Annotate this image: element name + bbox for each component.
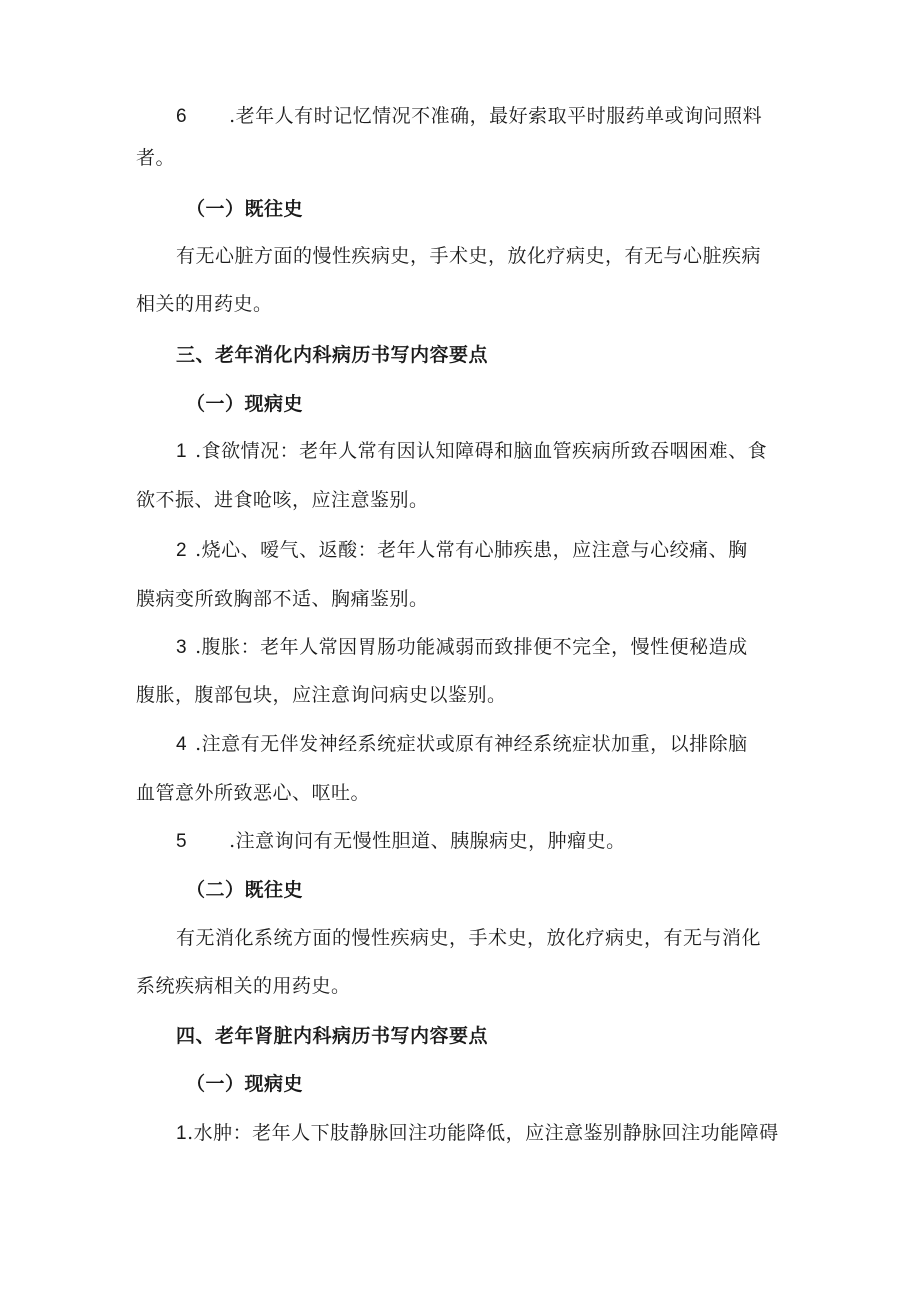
list-item-line-2: 膜病变所致胸部不适、胸痛鉴别。 [136,588,429,610]
item-number: 6 [176,106,188,127]
item-number: 1 [176,441,188,462]
subheading-past-history: （一）既往史 [186,198,304,220]
list-item-line-1 [176,1121,779,1146]
item-text: .注意有无伴发神经系统症状或原有神经系统症状加重，以排除脑 [195,733,748,755]
list-item-line-2: 血管意外所致恶心、呕吐。 [136,782,371,804]
list-item-line-1 [176,732,748,757]
item-number: 2 [176,540,188,561]
subheading-present-history: （一）现病史 [186,1073,304,1095]
paragraph-line: 系统疾病相关的用药史。 [136,975,351,997]
paragraph-line: 有无消化系统方面的慢性疾病史，手术史，放化疗病史，有无与消化 [176,927,762,949]
item-number: 5 [176,831,188,852]
item-number: 4 [176,734,188,755]
item-text: .注意询问有无慢性胆道、胰腺病史，肿瘤史。 [229,830,626,852]
item-6-line-2: 者。 [136,147,176,169]
subheading-past-history: （二）既往史 [186,879,304,901]
item-number: 1 [176,1123,188,1144]
paragraph-line: 有无心脏方面的慢性疾病史，手术史，放化疗病史，有无与心脏疾病 [176,245,762,267]
item-text: .水肿：老年人下肢静脉回注功能降低，应注意鉴别静脉回注功能障碍 [187,1122,779,1144]
list-item-line-2: 欲不振、进食呛咳，应注意鉴别。 [136,489,429,511]
paragraph-line: 相关的用药史。 [136,293,273,315]
section-title: 四、老年肾脏内科病历书写内容要点 [176,1025,489,1047]
item-6-line-1 [176,104,762,129]
subheading-present-history: （一）现病史 [186,393,304,415]
list-item-line-1 [176,829,626,854]
item-text: .腹胀：老年人常因胃肠功能减弱而致排便不完全，慢性便秘造成 [195,636,748,658]
list-item-line-2: 腹胀，腹部包块，应注意询问病史以鉴别。 [136,684,507,706]
list-item-line-1 [176,439,767,464]
item-number: 3 [176,637,188,658]
list-item-line-1 [176,635,748,660]
section-title: 三、老年消化内科病历书写内容要点 [176,344,489,366]
item-text: .食欲情况：老年人常有因认知障碍和脑血管疾病所致吞咽困难、食 [195,440,768,462]
item-text: .老年人有时记忆情况不准确，最好索取平时服药单或询问照料 [229,105,763,127]
item-text: .烧心、嗳气、返酸：老年人常有心肺疾患，应注意与心绞痛、胸 [195,539,748,561]
list-item-line-1 [176,538,748,563]
